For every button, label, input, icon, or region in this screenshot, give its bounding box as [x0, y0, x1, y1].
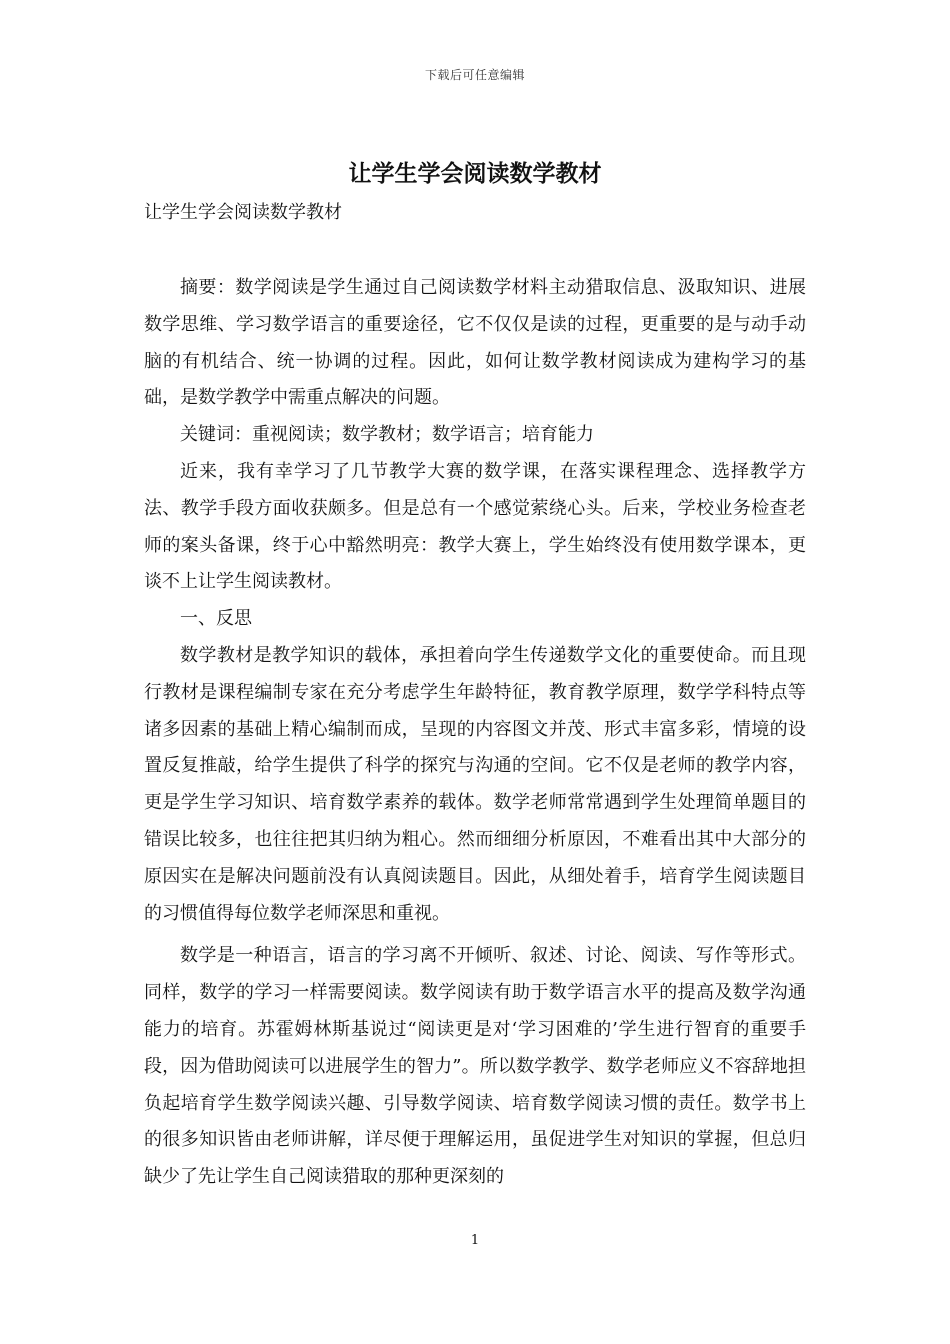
- body-paragraph: 数学是一种语言，语言的学习离不开倾听、叙述、讨论、阅读、写作等形式。同样，数学的学习一样需要阅读。数学阅读有助于数学语言水平的提高及数学沟通能力的培育。苏霍姆林斯基说过“阅读更是对‘学习困难的’学生进行智育的重要手段，因为借助阅读可以进展学生的智力”。所以数学教学、数学老师应义不容辞地担负起培育学生数学阅读兴趣、引导数学阅读、培育数学阅读习惯的责任。数学书上的很多知识皆由老师讲解，详尽便于理解运用，虽促进学生对知识的掌握，但总归缺少了先让学生自己阅读猎取的那种更深刻的: [144, 945, 806, 1188]
- keywords-paragraph: 关键词：重视阅读；数学教材；数学语言；培育能力: [180, 424, 594, 446]
- body-paragraph: 数学教材是教学知识的载体，承担着向学生传递数学文化的重要使命。而且现行教材是课程编制专家在充分考虑学生年龄特征，教育教学原理，数学学科特点等诸多因素的基础上精心编制而成，呈现的内容图文并茂、形式丰富多彩，情境的设置反复推敲，给学生提供了科学的探究与沟通的空间。它不仅是老师的教学内容，更是学生学习知识、培育数学素养的载体。数学老师常常遇到学生处理简单题目的错误比较多，也往往把其归纳为粗心。然而细细分析原因，不难看出其中大部分的原因实在是解决问题前没有认真阅读题目。因此，从细处着手，培育学生阅读题目的习惯值得每位数学老师深思和重视。: [144, 644, 806, 924]
- document-body: [144, 270, 806, 1196]
- document-title: 让学生学会阅读数学教材: [348, 161, 602, 187]
- page-number: 1: [470, 1233, 480, 1248]
- abstract-paragraph: 摘要：数学阅读是学生通过自己阅读数学材料主动猎取信息、汲取知识、进展数学思维、学习数学语言的重要途径，它不仅仅是读的过程，更重要的是与动手动脑的有机结合、统一协调的过程。因此，如何让数学教材阅读成为建构学习的基础，是数学教学中需重点解决的问题。: [144, 277, 806, 409]
- document-subtitle: 让学生学会阅读数学教材: [144, 202, 342, 223]
- section-heading: 一、反思: [180, 608, 252, 630]
- intro-paragraph: 近来，我有幸学习了几节教学大赛的数学课，在落实课程理念、选择教学方法、教学手段方面收获颇多。但是总有一个感觉萦绕心头。后来，学校业务检查老师的案头备课，终于心中豁然明亮：教学大赛上，学生始终没有使用数学课本，更谈不上让学生阅读教材。: [144, 460, 806, 593]
- page-header-note: 下载后可任意编辑: [424, 68, 525, 82]
